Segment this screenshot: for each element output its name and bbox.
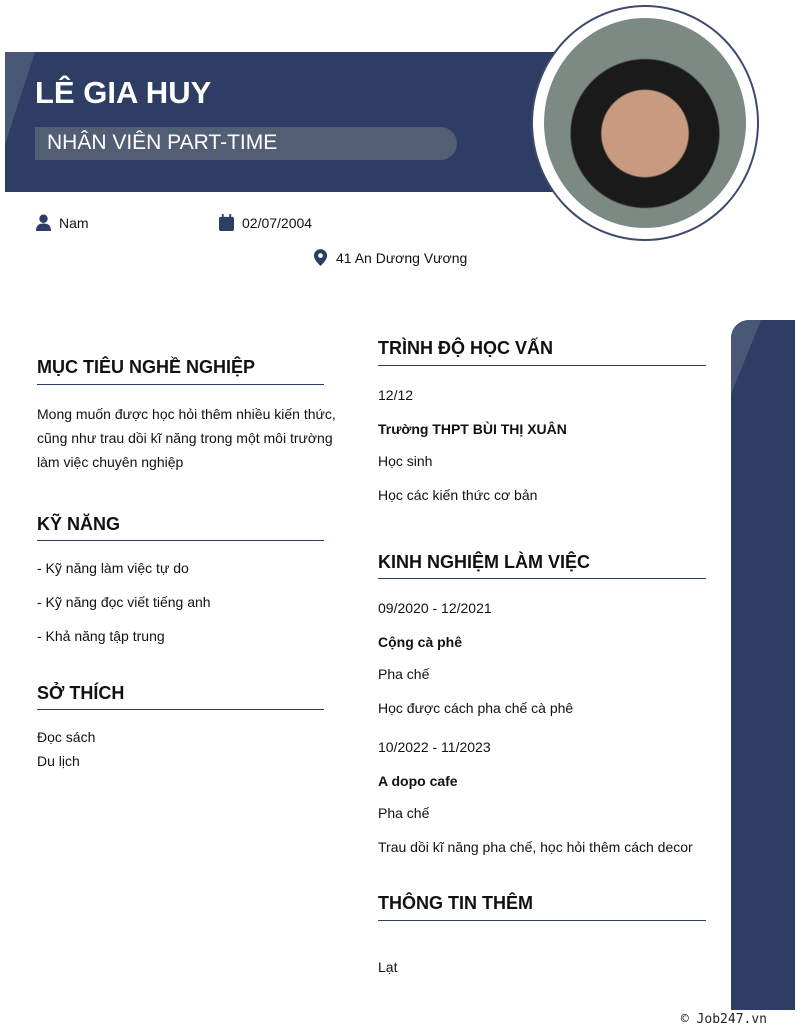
header-banner — [5, 52, 565, 192]
skill-item: - Kỹ năng đọc viết tiếng anh — [37, 594, 211, 610]
side-decoration — [731, 320, 795, 1010]
divider — [37, 384, 324, 385]
watermark: © Job247.vn — [680, 1012, 767, 1027]
extra-heading: THÔNG TIN THÊM — [378, 893, 533, 913]
hobbies-heading: SỞ THÍCH — [37, 683, 125, 703]
divider — [37, 540, 324, 541]
profile-photo — [531, 5, 759, 241]
divider — [378, 578, 706, 579]
job-desc: Trau dồi kĩ năng pha chế, học hỏi thêm cách decor — [378, 839, 693, 855]
birthday-text: 02/07/2004 — [242, 214, 313, 231]
divider — [378, 365, 706, 366]
address-info — [313, 249, 467, 266]
candidate-name: LÊ GIA HUY — [35, 75, 212, 110]
skill-item: - Khả năng tập trung — [37, 628, 165, 644]
job-title: NHÂN VIÊN PART-TIME — [35, 127, 457, 160]
education-school: Trường THPT BÙI THỊ XUÂN — [378, 421, 567, 437]
job-company: Cộng cà phê — [378, 634, 463, 650]
job-role: Pha chế — [378, 666, 430, 682]
map-pin-icon — [313, 249, 328, 266]
objective-text: Mong muốn được học hỏi thêm nhiều kiến thức, cũng như trau dồi kĩ năng trong một môi trường làm việc chuyên nghiệp — [37, 406, 336, 470]
hobby-item: Du lịch — [37, 753, 80, 769]
divider — [37, 709, 324, 710]
divider — [378, 920, 706, 921]
education-desc: Học các kiến thức cơ bản — [378, 487, 538, 503]
skill-item: - Kỹ năng làm việc tự do — [37, 560, 189, 576]
education-period: 12/12 — [378, 387, 414, 403]
job-period: 10/2022 - 11/2023 — [378, 739, 491, 755]
experience-heading: KINH NGHIỆM LÀM VIỆC — [378, 552, 591, 572]
user-icon — [36, 214, 51, 231]
job-company: A dopo cafe — [378, 773, 458, 789]
education-role: Học sinh — [378, 453, 433, 469]
gender-text: Nam — [59, 214, 89, 231]
job-period: 09/2020 - 12/2021 — [378, 600, 492, 616]
birthday-info — [219, 214, 312, 231]
objective-heading: MỤC TIÊU NGHỀ NGHIỆP — [37, 357, 256, 377]
job-role: Pha chế — [378, 805, 430, 821]
gender-info — [36, 214, 89, 231]
education-heading: TRÌNH ĐỘ HỌC VẤN — [378, 338, 553, 358]
hobby-item: Đọc sách — [37, 729, 96, 745]
skills-heading: KỸ NĂNG — [37, 514, 121, 534]
calendar-icon — [219, 214, 234, 231]
extra-text: Lạt — [378, 959, 398, 975]
job-desc: Học được cách pha chế cà phê — [378, 700, 574, 716]
address-text: 41 An Dương Vương — [336, 249, 468, 266]
